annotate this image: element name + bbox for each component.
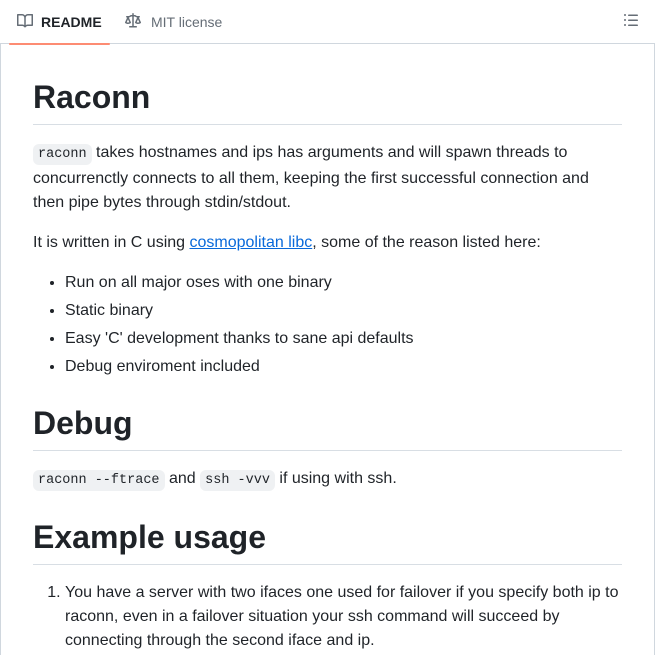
readme-title: Raconn [33, 77, 622, 125]
book-icon [17, 13, 33, 32]
tab-readme-label: README [41, 14, 102, 30]
readme-content [33, 44, 622, 655]
list-item: 1. You have a server with two ifaces one used for failover if you specify both ip to raconn, even in a failover situation your ssh command will succeed by connecting through the second iface and ip. [65, 581, 622, 653]
debug-mid-text: and [164, 470, 201, 487]
inline-code-ssh: ssh -vvv [200, 470, 275, 491]
law-scale-icon [125, 13, 141, 32]
list-item: • Run on all major oses with one binary [65, 271, 622, 295]
list-unordered-icon [623, 12, 639, 33]
example-list [33, 581, 622, 653]
tab-license[interactable] [125, 0, 222, 44]
intro-text: takes hostnames and ips has arguments and will spawn threads to concurrenctly connects to all them, keeping the first successful connection and then pipe bytes through stdin/stdout. [33, 144, 589, 211]
inline-code-ftrace: raconn --ftrace [33, 470, 165, 491]
tab-readme[interactable] [9, 0, 110, 44]
debug-heading: Debug [33, 403, 622, 451]
debug-after-text: if using with ssh. [274, 470, 397, 487]
written-after: , some of the reason listed here: [312, 234, 541, 251]
example-usage-heading: Example usage [33, 517, 622, 565]
tab-license-label: MIT license [151, 14, 223, 30]
inline-code-raconn: raconn [33, 144, 92, 165]
list-item: • Easy 'C' development thanks to sane api defaults [65, 327, 622, 351]
debug-paragraph [33, 467, 622, 493]
written-paragraph [33, 231, 622, 255]
written-before: It is written in C using [33, 234, 190, 251]
reasons-list [33, 271, 622, 379]
intro-paragraph [33, 141, 622, 215]
list-item: • Static binary [65, 299, 622, 323]
readme-tab-bar [0, 0, 655, 44]
list-item: • Debug enviroment included [65, 355, 622, 379]
cosmopolitan-libc-link[interactable]: cosmopolitan libc [189, 234, 313, 251]
outline-button[interactable] [617, 8, 645, 36]
